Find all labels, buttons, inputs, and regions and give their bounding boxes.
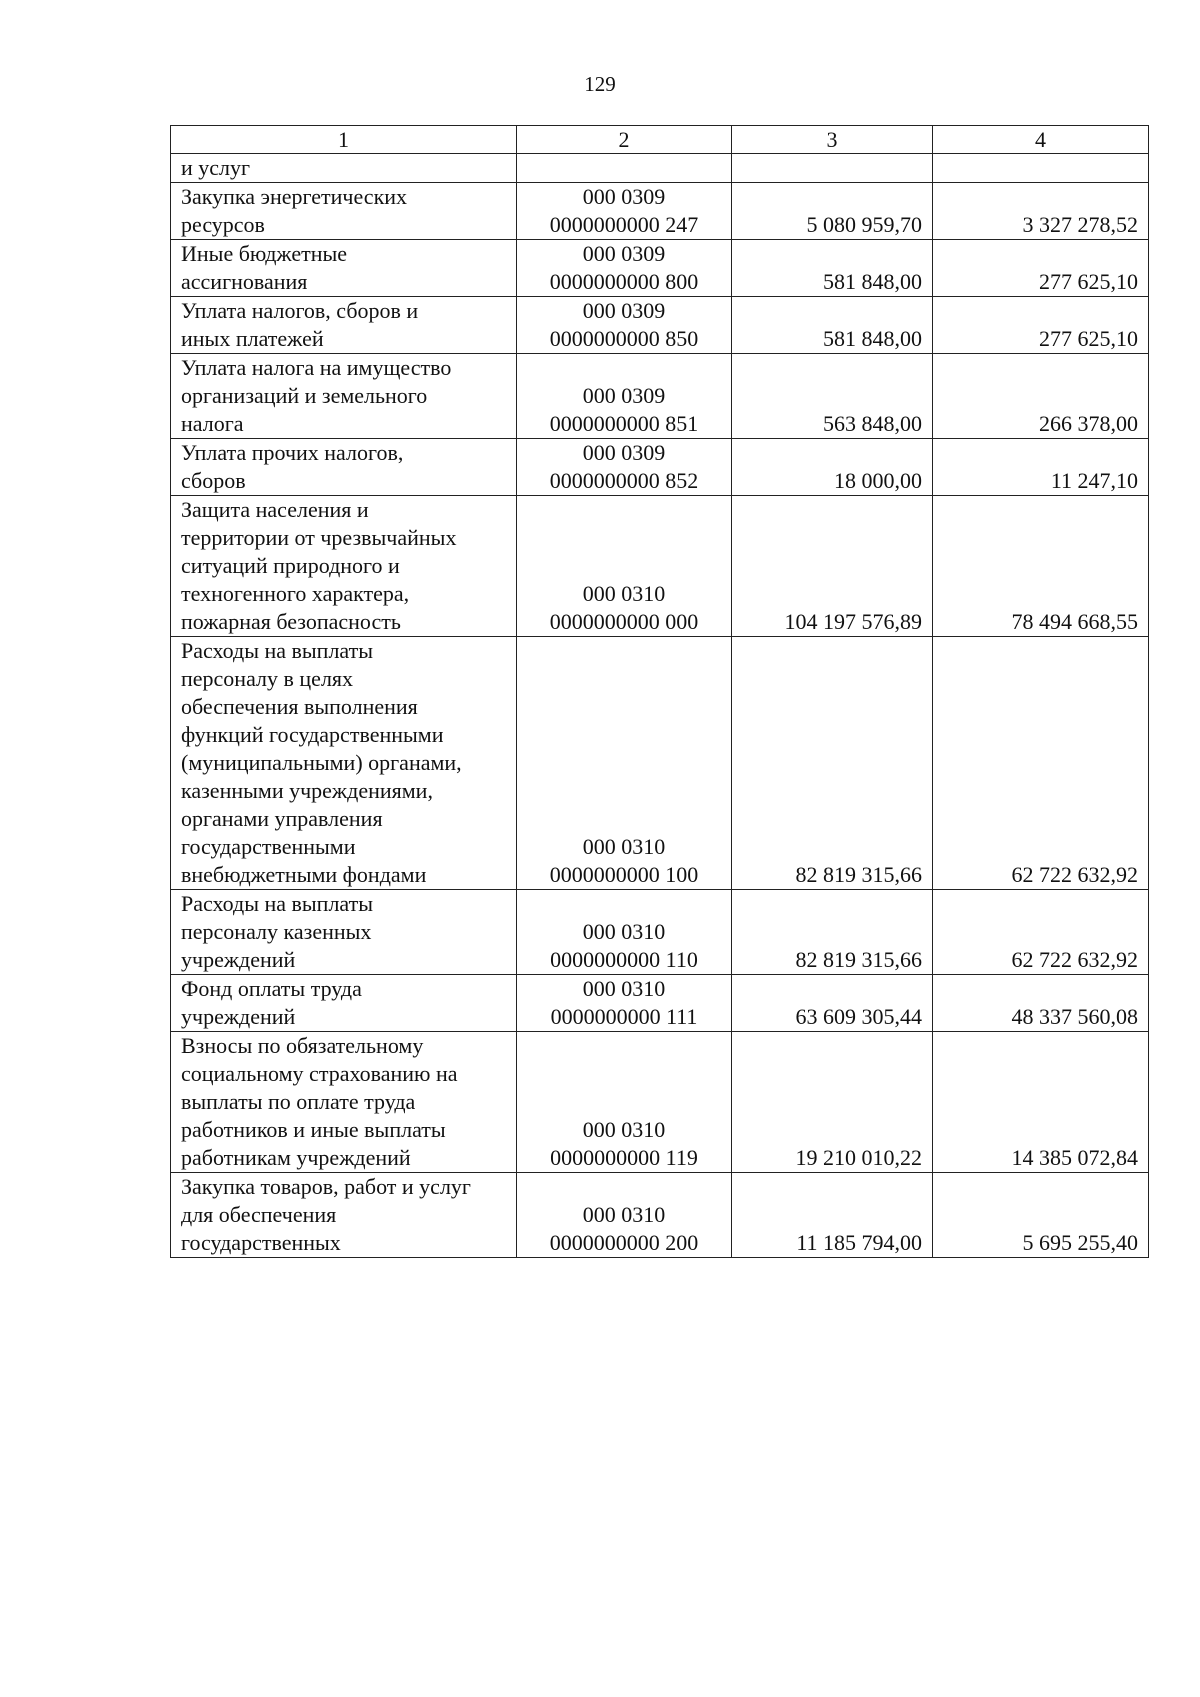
row-plan-amount: 19 210 010,22 — [732, 1032, 933, 1173]
row-plan-amount: 581 848,00 — [732, 240, 933, 297]
row-fact-amount: 14 385 072,84 — [933, 1032, 1149, 1173]
row-plan-amount: 104 197 576,89 — [732, 496, 933, 637]
table-row — [171, 975, 1149, 1032]
header-row — [171, 126, 1149, 154]
row-name: Закупка товаров, работ и услуг для обеспечения государственных — [171, 1173, 517, 1258]
table-row — [171, 183, 1149, 240]
row-name: Фонд оплаты труда учреждений — [171, 975, 517, 1032]
table-row — [171, 240, 1149, 297]
row-fact-amount: 62 722 632,92 — [933, 890, 1149, 975]
row-name: Уплата налогов, сборов и иных платежей — [171, 297, 517, 354]
row-fact-amount: 62 722 632,92 — [933, 637, 1149, 890]
row-plan-amount: 11 185 794,00 — [732, 1173, 933, 1258]
row-name: Уплата налога на имущество организаций и земельного налога — [171, 354, 517, 439]
page-number: 129 — [584, 72, 616, 96]
row-fact-amount: 48 337 560,08 — [933, 975, 1149, 1032]
row-code: 000 0310 0000000000 000 — [517, 496, 732, 637]
row-fact-amount: 3 327 278,52 — [933, 183, 1149, 240]
row-code: 000 0309 0000000000 247 — [517, 183, 732, 240]
row-code: 000 0309 0000000000 800 — [517, 240, 732, 297]
row-code: 000 0309 0000000000 851 — [517, 354, 732, 439]
column-header-1: 1 — [171, 126, 517, 154]
table-row — [171, 354, 1149, 439]
row-plan-amount: 82 819 315,66 — [732, 890, 933, 975]
row-name: Уплата прочих налогов, сборов — [171, 439, 517, 496]
table-row — [171, 439, 1149, 496]
row-fact-amount: 5 695 255,40 — [933, 1173, 1149, 1258]
column-header-3: 3 — [732, 126, 933, 154]
row-name: Закупка энергетических ресурсов — [171, 183, 517, 240]
row-fact-amount: 277 625,10 — [933, 297, 1149, 354]
row-code: 000 0310 0000000000 110 — [517, 890, 732, 975]
column-header-2: 2 — [517, 126, 732, 154]
row-plan-amount: 5 080 959,70 — [732, 183, 933, 240]
row-fact-amount: 266 378,00 — [933, 354, 1149, 439]
row-code: 000 0310 0000000000 111 — [517, 975, 732, 1032]
row-fact-amount: 78 494 668,55 — [933, 496, 1149, 637]
row-name: Расходы на выплаты персоналу казенных учреждений — [171, 890, 517, 975]
row-plan-amount: 18 000,00 — [732, 439, 933, 496]
table-row — [171, 297, 1149, 354]
row-fact-amount — [933, 154, 1149, 183]
row-name: Взносы по обязательному социальному страхованию на выплаты по оплате труда работников и иные выплаты работникам учреждений — [171, 1032, 517, 1173]
row-plan-amount: 82 819 315,66 — [732, 637, 933, 890]
row-fact-amount: 277 625,10 — [933, 240, 1149, 297]
row-code: 000 0309 0000000000 852 — [517, 439, 732, 496]
row-code: 000 0310 0000000000 200 — [517, 1173, 732, 1258]
table-row — [171, 496, 1149, 637]
row-name: Защита населения и территории от чрезвычайных ситуаций природного и техногенного характера, пожарная безопасность — [171, 496, 517, 637]
table-row — [171, 1173, 1149, 1258]
table-row — [171, 637, 1149, 890]
row-code: 000 0310 0000000000 100 — [517, 637, 732, 890]
row-name: Иные бюджетные ассигнования — [171, 240, 517, 297]
row-code: 000 0309 0000000000 850 — [517, 297, 732, 354]
table-row — [171, 1032, 1149, 1173]
row-plan-amount — [732, 154, 933, 183]
table-row — [171, 154, 1149, 183]
column-header-4: 4 — [933, 126, 1149, 154]
budget-table — [170, 125, 1149, 1258]
row-fact-amount: 11 247,10 — [933, 439, 1149, 496]
table-row — [171, 890, 1149, 975]
row-plan-amount: 563 848,00 — [732, 354, 933, 439]
row-code — [517, 154, 732, 183]
row-name: Расходы на выплаты персоналу в целях обеспечения выполнения функций государственными (муниципальными) органами, казенными учреждениями, органами управления государственными внебюджетными фондами — [171, 637, 517, 890]
row-name: и услуг — [171, 154, 517, 183]
row-code: 000 0310 0000000000 119 — [517, 1032, 732, 1173]
row-plan-amount: 581 848,00 — [732, 297, 933, 354]
row-plan-amount: 63 609 305,44 — [732, 975, 933, 1032]
